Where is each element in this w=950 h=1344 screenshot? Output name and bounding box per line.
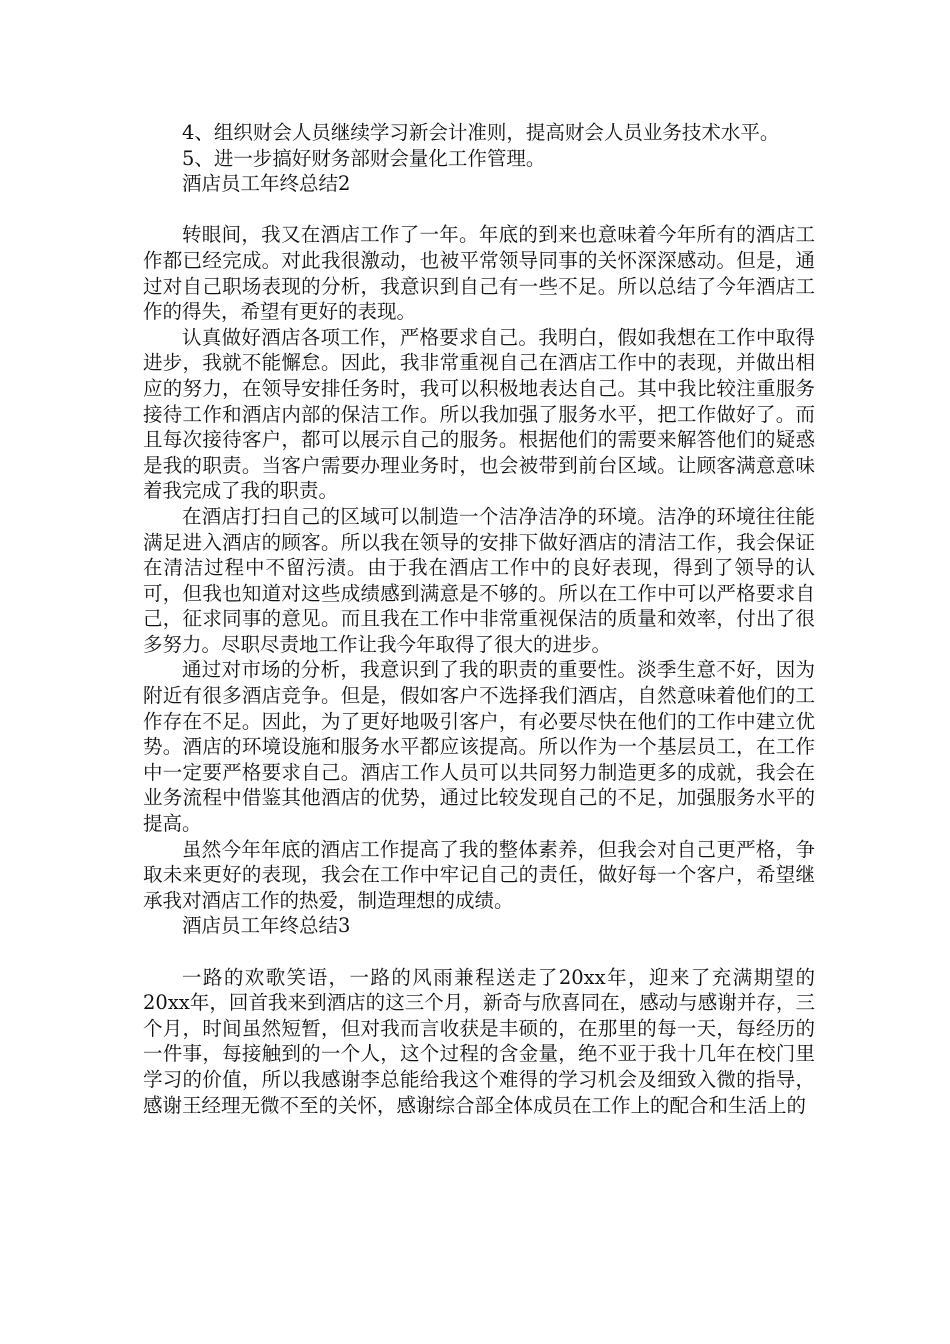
paragraph: 在酒店打扫自己的区域可以制造一个洁净洁净的环境。洁净的环境往往能满足进入酒店的顾客。所以我在领导的安排下做好酒店的清洁工作，我会保证在清洁过程中不留污渍。由于我在酒店工作中的良好表现，得到了领导的认可，但我也知道对这些成绩感到满意是不够的。所以在工作中可以严格要求自己，征求同事的意见。而且我在工作中非常重视保洁的质量和效率，付出了很多努力。尽职尽责地工作让我今年取得了很大的进步。: [143, 504, 815, 656]
paragraph: 通过对市场的分析，我意识到了我的职责的重要性。淡季生意不好，因为附近有很多酒店竞争。但是，假如客户不选择我们酒店，自然意味着他们的工作存在不足。因此，为了更好地吸引客户，有必要尽快在他们的工作中建立优势。酒店的环境设施和服务水平都应该提高。所以作为一个基层员工，在工作中一定要严格要求自己。酒店工作人员可以共同努力制造更多的成就，我会在业务流程中借鉴其他酒店的优势，通过比较发现自己的不足，加强服务水平的提高。: [143, 658, 815, 836]
blank-line: [143, 939, 815, 965]
paragraph: 认真做好酒店各项工作，严格要求自己。我明白，假如我想在工作中取得进步，我就不能懈怠。因此，我非常重视自己在酒店工作中的表现，并做出相应的努力，在领导安排任务时，我可以积极地表达自己。其中我比较注重服务接待工作和酒店内部的保洁工作。所以我加强了服务水平，把工作做好了。而且每次接待客户，都可以展示自己的服务。根据他们的需要来解答他们的疑惑是我的职责。当客户需要办理业务时，也会被带到前台区域。让顾客满意意味着我完成了我的职责。: [143, 325, 815, 503]
paragraph: 转眼间，我又在酒店工作了一年。年底的到来也意味着今年所有的酒店工作都已经完成。对此我很激动，也被平常领导同事的关怀深深感动。但是，通过对自己职场表现的分析，我意识到自己有一些不足。所以总结了今年酒店工作的得失，希望有更好的表现。: [143, 223, 815, 324]
paragraph: 4、组织财会人员继续学习新会计准则，提高财会人员业务技术水平。: [182, 121, 780, 144]
section-heading: 酒店员工年终总结3: [182, 914, 351, 938]
blank-line: [143, 197, 815, 223]
section-heading: 酒店员工年终总结2: [182, 172, 351, 196]
paragraph: 5、进一步搞好财务部财会量化工作管理。: [182, 146, 546, 170]
paragraph: 虽然今年年底的酒店工作提高了我的整体素养，但我会对自己更严格，争取未来更好的表现，我会在工作中牢记自己的责任，做好每一个客户，希望继承我对酒店工作的热爱，制造理想的成绩。: [143, 837, 815, 912]
paragraph: 一路的欢歌笑语，一路的风雨兼程送走了20xx年，迎来了充满期望的20xx年，回首我来到酒店的这三个月，新奇与欣喜同在，感动与感谢并存，三个月，时间虽然短暂，但对我而言收获是丰硕的，在那里的每一天，每经历的一件事，每接触到的一个人，这个过程的含金量，绝不亚于我十几年在校门里学习的价值，所以我感谢李总能给我这个难得的学习机会及细致入微的指导，感谢王经理无微不至的关怀，感谢综合部全体成员在工作上的配合和生活上的: [143, 965, 815, 1117]
document-body: [143, 120, 815, 1118]
